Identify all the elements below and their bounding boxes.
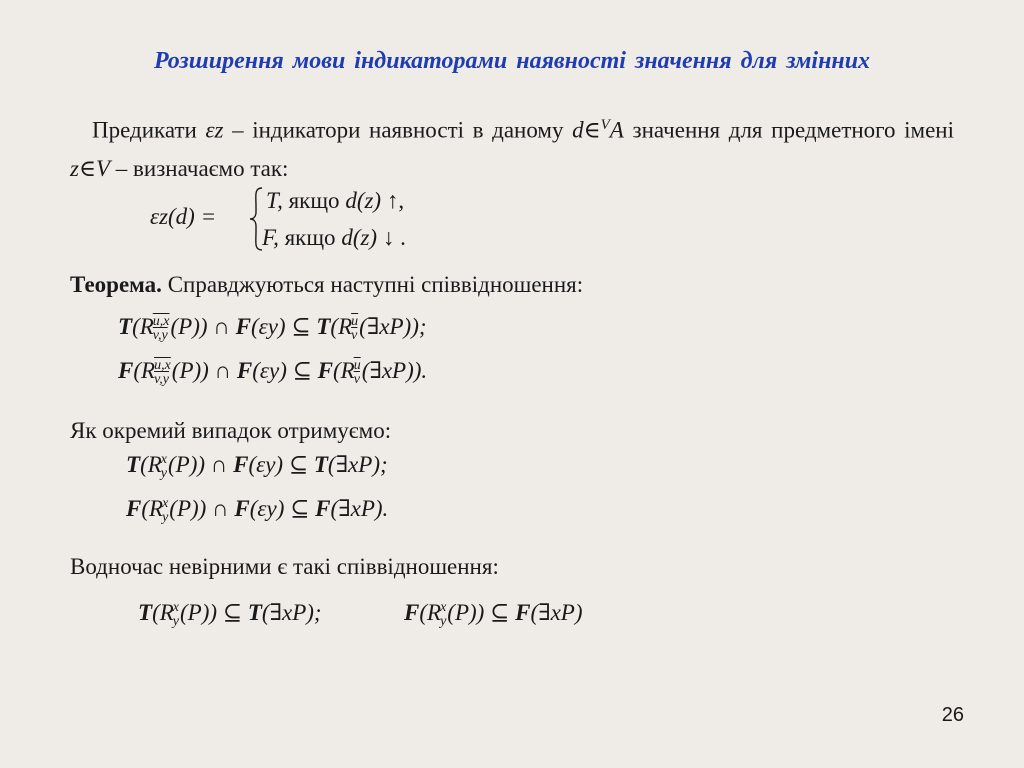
case-1-arrow: ↑, xyxy=(386,188,405,213)
theorem-formula-1: T(R $\frac{u,x}{v,y}$ (P)) ∩ F(εy) ⊆ T(R $\frac{\overline{u}}{v}$ (∃xP)); xyxy=(118,313,427,343)
intro-math-2b: A xyxy=(609,117,624,143)
intro-paragraph xyxy=(70,106,954,188)
special-formula-2: F(R x y (P)) ∩ F(εy) ⊆ F(∃xP). xyxy=(126,495,389,525)
case-1 xyxy=(266,188,404,214)
intro-text-2: – індикатори наявності в даному xyxy=(223,117,573,143)
intro-math-2: d∈ xyxy=(572,117,601,143)
special-formula-1: T(R x y (P)) ∩ F(εy) ⊆ T(∃xP); xyxy=(126,451,388,481)
page-number: 26 xyxy=(941,704,964,726)
case-2-expr: d(z) xyxy=(341,225,378,250)
special-case-line: Як окремий випадок отримуємо: xyxy=(70,418,392,443)
theorem-text: Справджуються наступні співвідношення: xyxy=(161,272,584,297)
intro-math-3: z∈V xyxy=(70,155,111,181)
theorem-formula-2: F(R $\frac{u,x}{v,y}$ (P)) ∩ F(εy) ⊆ F(R $\frac{\overline{u}}{v}$ (∃xP)). xyxy=(118,357,428,387)
invalid-line: Водночас невірними є такі співвідношення: xyxy=(70,554,499,579)
case-1-word: якщо xyxy=(288,188,340,213)
intro-math-1: εz xyxy=(205,117,224,143)
invalid-formula-1: T(R x y (P)) ⊆ T(∃xP); xyxy=(138,599,322,629)
intro-text-3: значення для предметного імені xyxy=(623,117,955,143)
theorem-line xyxy=(70,266,954,304)
case-2-value: F, xyxy=(262,225,279,250)
case-1-expr: d(z) xyxy=(345,188,382,213)
case-1-value: T, xyxy=(266,188,283,213)
invalid-formula-2: F(R x y (P)) ⊆ F(∃xP) xyxy=(404,599,583,629)
slide-title: Розширення мови індикаторами наявності значення для змінних xyxy=(153,48,871,74)
intro-math-2-sup: V xyxy=(600,117,610,133)
theorem-label: Теорема. xyxy=(70,272,162,297)
case-2-arrow: ↓ . xyxy=(382,225,406,250)
case-2 xyxy=(262,225,406,251)
intro-text-4: – визначаємо так: xyxy=(110,155,289,181)
intro-text-1: Предикати xyxy=(92,117,206,143)
def-lhs: εz(d) = xyxy=(150,204,217,229)
case-2-word: якщо xyxy=(284,225,336,250)
